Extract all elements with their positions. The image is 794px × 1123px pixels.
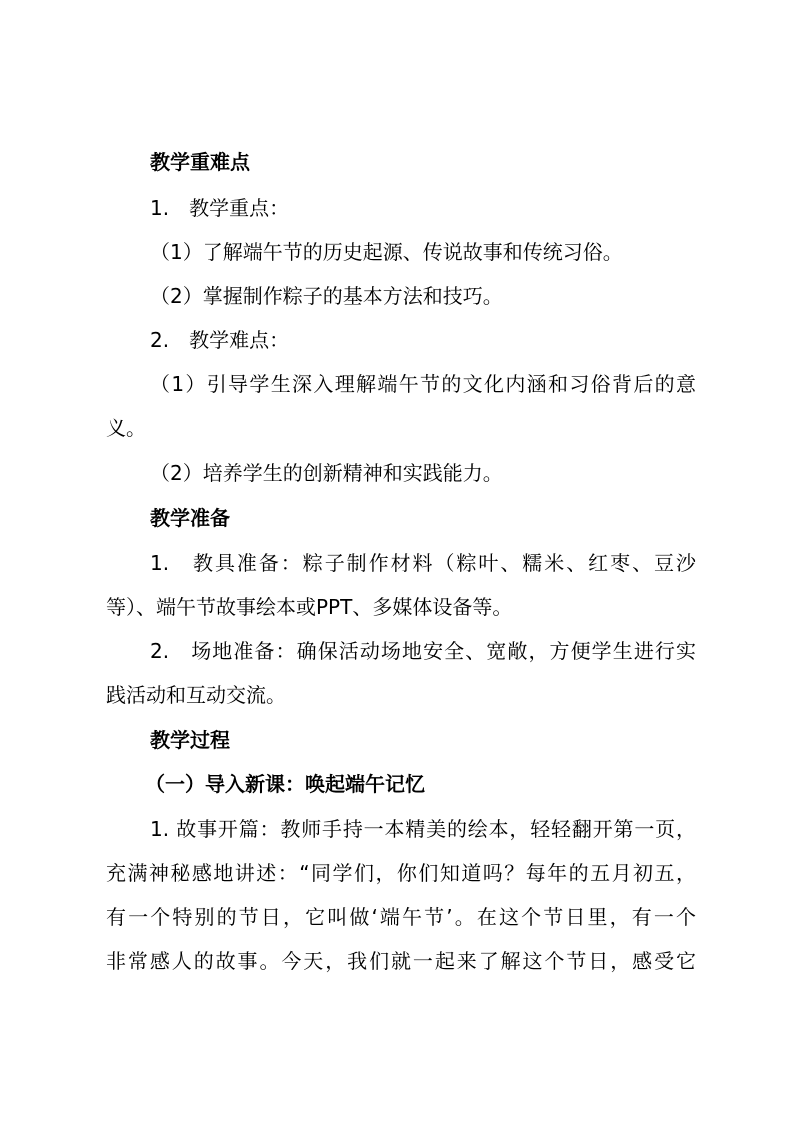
key-point-item-1: 1. 教学重点： [150,196,290,220]
process-paragraph-line-1: 1. 故事开篇：教师手持一本精美的绘本，轻轻翻开第一页， [150,817,696,841]
key-point-item-2-sub-2: （2）培养学生的创新精神和实践能力。 [150,461,503,485]
heading-key-points: 教学重难点 [150,150,250,174]
heading-process: 教学过程 [150,728,230,752]
process-paragraph-line-3: 有一个特别的节日，它叫做‘端午节’。在这个节日里，有一个 [106,905,696,929]
key-point-item-2-sub-1-cont: 义。 [106,416,146,440]
preparation-item-2: 2. 场地准备：确保活动场地安全、宽敞，方便学生进行实 [150,639,696,663]
preparation-item-2-cont: 践活动和互动交流。 [106,683,286,707]
key-point-item-1-sub-1: （1）了解端午节的历史起源、传说故事和传统习俗。 [150,240,623,264]
key-point-item-2-sub-1: （1）引导学生深入理解端午节的文化内涵和习俗背后的意 [150,372,696,396]
process-paragraph-line-4: 非常感人的故事。今天，我们就一起来了解这个节日，感受它 [106,949,696,973]
heading-preparation: 教学准备 [150,506,230,530]
subheading-intro: （一）导入新课：唤起端午记忆 [145,772,425,796]
preparation-item-1: 1. 教具准备：粽子制作材料（粽叶、糯米、红枣、豆沙 [150,551,696,575]
key-point-item-1-sub-2: （2）掌握制作粽子的基本方法和技巧。 [150,284,503,308]
preparation-item-1-cont: 等）、端午节故事绘本或PPT、多媒体设备等。 [106,595,513,619]
process-paragraph-line-2: 充满神秘感地讲述：“同学们，你们知道吗？每年的五月初五， [106,861,696,885]
key-point-item-2: 2. 教学难点： [150,328,290,352]
